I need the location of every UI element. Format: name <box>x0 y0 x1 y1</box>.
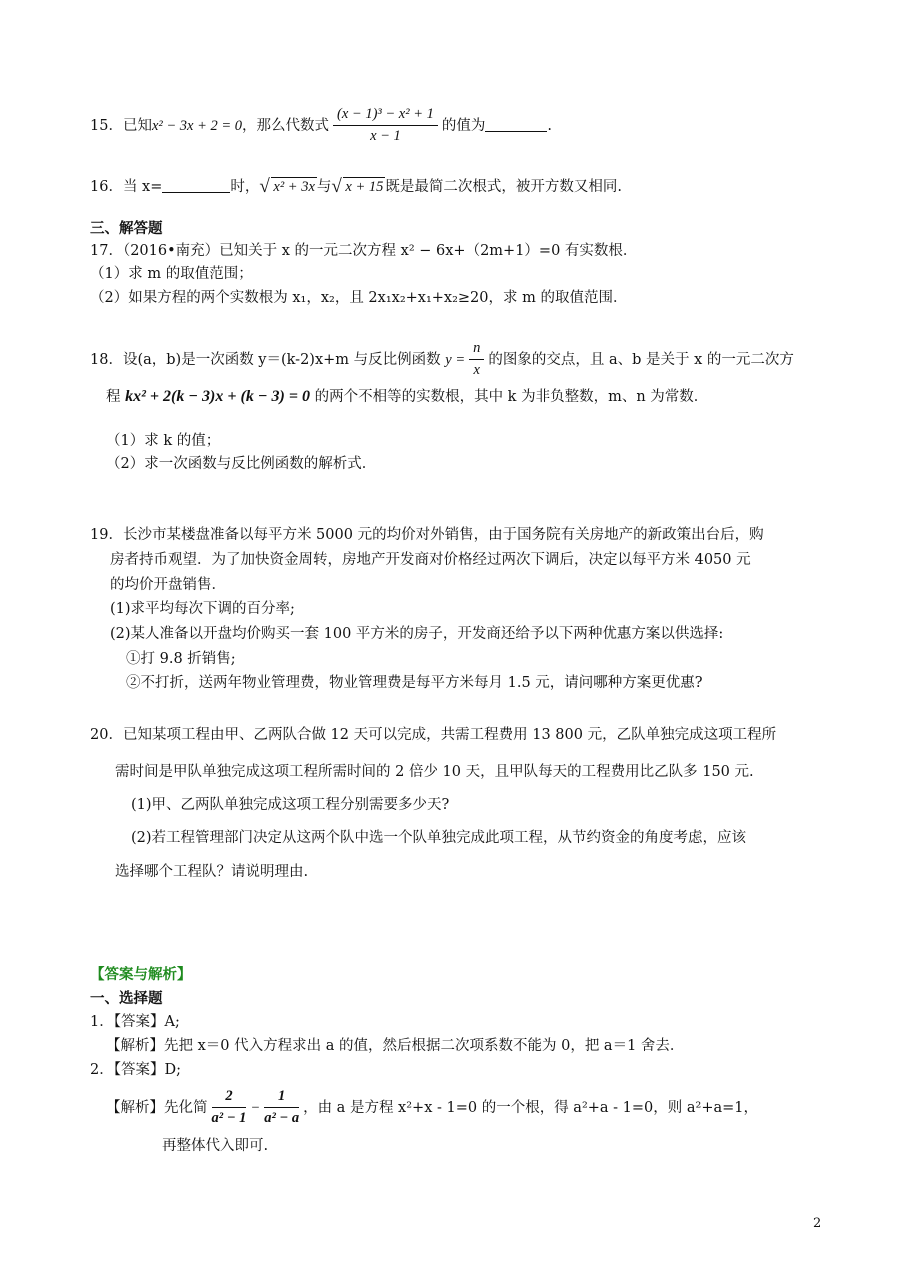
a2-frac1-denominator: a² − 1 <box>211 1110 247 1127</box>
q15-condition: x² − 3x + 2 = 0 <box>151 117 243 134</box>
q20-line-1: 20．已知某项工程由甲、乙两队合做 12 天可以完成，共需工程费用 13 800 元，乙队单独完成这项工程所 <box>90 727 777 743</box>
q16-suffix: 既是最简二次根式，被开方数又相同. <box>385 179 622 195</box>
q19-option-2: ②不打折，送两年物业管理费，物业管理费是每平方米每月 1.5 元，请问哪种方案更优惠? <box>126 675 703 691</box>
q18-line2-b: 的两个不相等的实数根，其中 k 为非负整数，m、n 为常数． <box>314 389 709 405</box>
page-number: 2 <box>813 1216 822 1231</box>
section-heading-3: 三、解答题 <box>90 220 163 237</box>
q20-part-1: (1)甲、乙两队单独完成这项工程分别需要多少天? <box>131 797 450 813</box>
q20-part-3: 选择哪个工程队？请说明理由. <box>115 864 309 880</box>
a2-minus: − <box>250 1099 261 1116</box>
q18-line-1 <box>90 340 794 380</box>
q19-part-1: (1)求平均每次下调的百分率; <box>110 601 295 617</box>
a2-exp-a: 【解析】先化简 <box>106 1099 208 1116</box>
answer-2-explanation <box>106 1088 758 1128</box>
answer-1: 1．【答案】A; <box>90 1014 180 1030</box>
q20-line-2: 需时间是甲队单独完成这项工程所需时间的 2 倍少 10 天，且甲队每天的工程费用比乙队多 150 元. <box>115 764 754 780</box>
q15-fraction <box>333 106 438 146</box>
q15-prefix: 15．已知 <box>90 117 152 134</box>
q15-line <box>90 106 552 146</box>
q15-frac-numerator: (x − 1)³ − x² + 1 <box>333 106 438 126</box>
q18-part-1: （1）求 k 的值； <box>106 433 221 449</box>
a2-frac2-numerator: 1 <box>264 1088 299 1108</box>
q19-option-1: ①打 9.8 折销售; <box>126 651 236 667</box>
answer-1-explanation: 【解析】先把 x＝0 代入方程求出 a 的值，然后根据二次项系数不能为 0，把 a＝1 舍去． <box>106 1038 685 1054</box>
q15-mid: ，那么代数式 <box>242 117 330 134</box>
q18-line1-a: 18．设(a，b)是一次函数 y＝(k-2)x+m 与反比例函数 <box>90 351 441 368</box>
q18-frac-numerator: n <box>469 340 484 360</box>
a2-frac1-numerator: 2 <box>212 1088 247 1108</box>
q17-part-2: （2）如果方程的两个实数根为 x₁，x₂，且 2x₁x₂+x₁+x₂≥20，求 m 的取值范围． <box>90 290 628 306</box>
q16-line <box>90 178 622 196</box>
a2-frac2-denominator: a² − a <box>264 1110 300 1127</box>
a2-fraction-2 <box>264 1088 299 1128</box>
q18-line1-b: 的图象的交点，且 a、b 是关于 x 的一元二次方 <box>488 351 794 368</box>
q19-part-2: (2)某人准备以开盘均价购买一套 100 平方米的房子，开发商还给予以下两种优惠方案以供选择: <box>110 626 724 642</box>
q19-line-2: 房者持币观望．为了加快资金周转，房地产开发商对价格经过两次下调后，决定以每平方米 4050 元 <box>110 552 751 568</box>
q19-line-1: 19．长沙市某楼盘准备以每平方米 5000 元的均价对外销售，由于国务院有关房地产的新政策出台后，购 <box>90 527 764 543</box>
q15-end: . <box>547 117 552 134</box>
q16-radicand-2: x + 15 <box>345 179 384 195</box>
a2-exp-b: ，由 a 是方程 x²+x - 1=0 的一个根，得 a²+a - 1=0，则 a²+a=1， <box>303 1099 759 1116</box>
q18-equation: kx² + 2(k − 3)x + (k − 3) = 0 <box>125 388 310 405</box>
q15-suffix: 的值为 <box>441 117 486 134</box>
q18-fraction <box>469 340 484 380</box>
answers-header: 【答案与解析】 <box>90 966 192 983</box>
q16-prefix: 16．当 x= <box>90 179 163 195</box>
q16-radical-1: √ x² + 3x <box>259 176 315 197</box>
q19-line-3: 的均价开盘销售． <box>110 577 226 593</box>
q18-y-equals: y = <box>445 351 466 368</box>
answer-2: 2．【答案】D; <box>90 1062 181 1078</box>
q20-part-2: (2)若工程管理部门决定从这两个队中选一个队单独完成此项工程，从节约资金的角度考虑，应该 <box>131 830 747 846</box>
q16-answer-blank[interactable] <box>162 178 230 193</box>
q16-mid: 时， <box>230 179 260 195</box>
q16-connector: 与 <box>316 179 332 195</box>
q15-frac-denominator: x − 1 <box>370 128 401 145</box>
q16-radical-2: √ x + 15 <box>331 176 384 197</box>
q18-line-2 <box>106 387 708 406</box>
q18-part-2: （2）求一次函数与反比例函数的解析式． <box>106 456 377 472</box>
a2-fraction-1 <box>212 1088 247 1128</box>
q15-answer-blank[interactable] <box>485 117 547 132</box>
q17-part-1: （1）求 m 的取值范围； <box>90 266 253 282</box>
q16-radicand-1: x² + 3x <box>273 179 315 195</box>
answers-section-1: 一、选择题 <box>90 990 163 1007</box>
q18-frac-denominator: x <box>473 362 480 379</box>
q17-stem: 17．（2016•南充）已知关于 x 的一元二次方程 x² − 6x+（2m+1）=0 有实数根． <box>90 243 638 259</box>
answer-2-explanation-cont: 再整体代入即可. <box>162 1138 269 1154</box>
q18-line2-a: 程 <box>106 389 121 405</box>
